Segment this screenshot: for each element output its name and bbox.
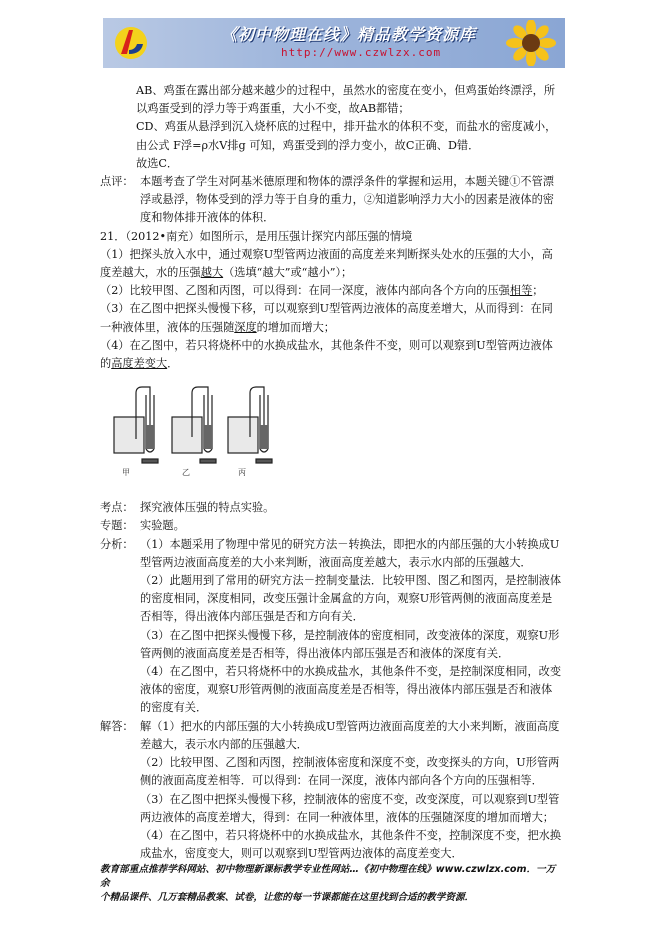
q3-text: （3）在乙图中把探头慢慢下移，可以观察到U型管两边液体的高度差增大，从而得到：在同一种液体里，液体的压强随: [100, 302, 553, 334]
q2-answer: 相等: [509, 284, 533, 298]
kaodian-text: 探究液体压强的特点实验。: [140, 501, 275, 515]
q2-text: （2）比较甲图、乙图和丙图，可以得到：在同一深度，液体内部向各个方向的压强: [100, 284, 510, 298]
solution-cd: CD、鸡蛋从悬浮到沉入烧杯底的过程中，排开盐水的体积不变，而盐水的密度减小，由公式 F浮=ρ水V排g 可知，鸡蛋受到的浮力变小，故C正确、D错．: [136, 120, 557, 152]
q3-answer: 深度: [234, 320, 257, 334]
zhuanti-block: [100, 517, 562, 535]
fenxi-item-1: （1）本题采用了物理中常见的研究方法－转换法，即把水的内部压强的大小转换成U型管两边液面高度差的大小来判断，液面高度差越大，表示水内部的压强越大．: [140, 537, 560, 569]
jieda-item-3: （3）在乙图中把探头慢慢下移，控制液体的密度不变，改变深度，可以观察到U型管两边液体的高度差增大，得到：在同一种液体里，液体的压强随深度的增加而增大；: [140, 792, 560, 824]
jieda-label: 解答：: [100, 719, 134, 733]
jieda-block: [100, 718, 562, 864]
question-part-2: [100, 282, 562, 300]
header-banner: [103, 18, 565, 68]
sunflower-icon: [501, 20, 561, 66]
q3-tail: 的增加而增大；: [256, 320, 335, 334]
q4-answer: 高度差变大: [111, 357, 168, 371]
figure-label-yi: 乙: [182, 468, 190, 478]
fenxi-item-4: （4）在乙图中，若只将烧杯中的水换成盐水，其他条件不变，是控制深度相同，改变液体的密度，观察U形管两侧的液面高度差是否相等，得出液体内部压强是否和液体的密度有关．: [140, 665, 562, 715]
solution-choice: 故选C．: [136, 156, 179, 170]
document-body: [100, 82, 562, 863]
zhuanti-label: 专题：: [100, 519, 134, 533]
kaodian-label: 考点：: [100, 501, 134, 515]
zhuanti-text: 实验题。: [140, 519, 185, 533]
fenxi-item-3: （3）在乙图中把探头慢慢下移，是控制液体的密度相同，改变液体的深度，观察U形管两侧的液面高度差是否相等，得出液体内部压强是否和液体的深度有关．: [140, 628, 560, 660]
question-part-1: [100, 246, 562, 282]
figure-label-jia: 甲: [122, 468, 130, 478]
q1-text: （1）把探头放入水中，通过观察U型管两边液面的高度差来判断探头处水的压强的大小，高度差越大，水的压强: [100, 247, 553, 280]
figure-label-bing: 丙: [238, 468, 246, 478]
jieda-body: [140, 718, 562, 864]
footer-line-2: 个精品课件、几万套精品教案、试卷，让您的每一节课都能在这里找到合适的教学资源．: [100, 892, 475, 903]
banner-title: 《初中物理在线》精品教学资源库: [221, 25, 477, 44]
footer-line-1: 教育部重点推荐学科网站、初中物理新课标教学专业性网站…《初中物理在线》www.czwlzx.com．一万余: [100, 864, 556, 889]
site-logo-icon: [111, 24, 151, 62]
q1-tail: （选填“越大”或“越小”）；: [223, 266, 353, 280]
question-part-4: [100, 337, 562, 373]
q1-answer: 越大: [200, 266, 224, 280]
fenxi-label: 分析：: [100, 537, 134, 551]
solution-ab: AB、鸡蛋在露出部分越来越少的过程中，虽然水的密度在变小，但鸡蛋始终漂浮，所以鸡蛋受到的浮力等于鸡蛋重，大小不变，故AB都错；: [136, 84, 556, 116]
fenxi-item-2: （2）此题用到了常用的研究方法－控制变量法．比较甲图、图乙和图丙，是控制液体的密度相同，深度相同，改变压强计金属盒的方向，观察U形管两侧的液面高度差是否相等，得出液体内部压强是否和方向有关．: [140, 574, 562, 624]
kaodian-block: [100, 499, 562, 517]
comment-block: [100, 173, 562, 228]
page-footer: [100, 863, 562, 905]
question-stem: 21．（2012•南充）如图所示，是用压强计探究内部压强的情境: [100, 229, 413, 243]
jieda-item-2: （2）比较甲图、乙图和丙图，控制液体密度和深度不变，改变探头的方向，U形管两侧的液面高度差相等．可以得到：在同一深度，液体内部向各个方向的压强相等．: [140, 756, 560, 788]
question-part-3: [100, 300, 562, 336]
q4-text: （4）在乙图中，若只将烧杯中的水换成盐水，其他条件不变，则可以观察到U型管两边液体的: [100, 338, 553, 371]
comment-text: 本题考查了学生对阿基米德原理和物体的漂浮条件的掌握和运用，本题关键①不管漂浮或悬浮，物体受到的浮力等于自身的重力，②知道影响浮力大小的因素是液体的密度和物体排开液体的体积．: [140, 175, 554, 225]
comment-label: 点评：: [100, 175, 134, 189]
fenxi-body: [140, 536, 562, 718]
banner-url[interactable]: http://www.czwlzx.com: [281, 46, 442, 59]
q2-tail: ；: [532, 284, 544, 298]
jieda-item-4: （4）在乙图中，若只将烧杯中的水换成盐水，其他条件不变，控制深度不变，把水换成盐水，密度变大，则可以观察到U型管两边液体的高度差变大．: [140, 828, 562, 861]
jieda-item-1: 解（1）把水的内部压强的大小转换成U型管两边液面高度差的大小来判断，液面高度差越大，表示水内部的压强越大．: [140, 719, 560, 751]
fenxi-block: [100, 536, 562, 718]
u-tube-apparatus-image: [100, 379, 280, 479]
q4-tail: ．: [167, 357, 179, 371]
pressure-gauge-figure: [100, 379, 562, 479]
